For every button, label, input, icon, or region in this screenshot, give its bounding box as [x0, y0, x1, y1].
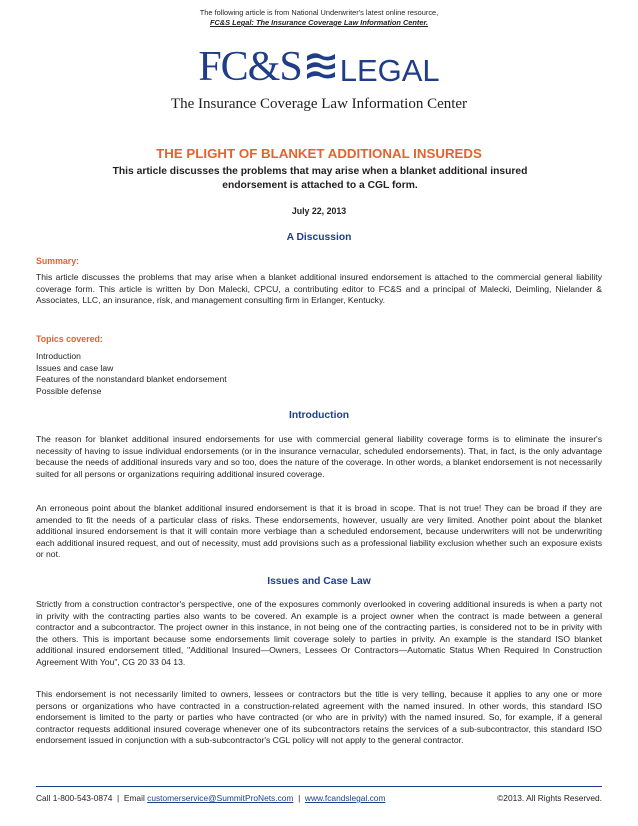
- logo-legal-text: LEGAL: [339, 53, 440, 88]
- intro-paragraph-1: The reason for blanket additional insured endorsements for use with commercial general liability coverage forms is to eliminate the insurer's necessity of having to issue individual endorsements (or in the insurance vernacular, scheduled endorsements). That, in fact, is the only advantage because the needs of additional insureds vary and so too, does the nature of the coverage. In other words, a blanket endorsement is not necessarily suited for all persons or organizations requiring additional insured coverage.: [36, 434, 602, 479]
- article-subtitle: This article discusses the problems that may arise when a blanket additional insured endorsement is attached to a CGL form.: [112, 166, 528, 191]
- issues-heading: Issues and Case Law: [267, 576, 371, 587]
- footer-contact: [36, 793, 385, 803]
- footer-separator: |: [117, 793, 120, 803]
- source-note: [0, 8, 638, 28]
- list-item: Features of the nonstandard blanket endorsement: [36, 374, 227, 385]
- footer-email-link[interactable]: customerservice@SummitProNets.com: [147, 793, 294, 803]
- logo-fcs-text: FC&S: [198, 44, 302, 90]
- intro-paragraph-2: An erroneous point about the blanket additional insured endorsement is that it is broad in scope. That is not true! They can be broad if they are amended to fit the needs of a particular class of risks. These endorsements, however, usually are very limited. Another point about the blanket additional insured endorsement is that it will contain more verbiage than a scheduled endorsement, because underwriters will not be underwriting each additional insured request, and out of necessity, must add provisions such as a professional liability exclusion whether such an exposure exists or not.: [36, 503, 602, 560]
- footer-divider: [36, 786, 602, 787]
- summary-label: Summary:: [36, 256, 80, 266]
- issues-paragraph-1: Strictly from a construction contractor's perspective, one of the exposures commonly overlooked in covering additional insureds is when a party not in privity with the contracting parties also wants to be covered. An example is a project owner when the contract is made between a general contractor and a subcontractor. The project owner in this instance, in not being one of the contracting parties, is considered not to be in privity with the others. This is important because some endorsements limit coverage solely to parties in privity. An example is the standard ISO blanket additional insured endorsement titled, "Additional Insured—Owners, Lessees Or Contractors—Automatic Status When Required In Construction Agreement With You", CG 20 33 04 13.: [36, 599, 602, 667]
- list-item: Issues and case law: [36, 362, 114, 373]
- footer-copyright: ©2013. All Rights Reserved.: [497, 793, 602, 803]
- footer-email-label: Email: [123, 793, 145, 803]
- fcs-flag-icon: [305, 50, 337, 84]
- article-date: July 22, 2013: [291, 206, 347, 216]
- summary-text: This article discusses the problems that may arise when a blanket additional insured endorsement is attached to the commercial general liability coverage form. This article is written by Don Malecki, CPCU, a contributing editor to FC&S and a principal of Malecki, Deimling, Nielander & Associates, LLC, an insurance, risk, and management consulting firm in Erlanger, Kentucky.: [36, 272, 602, 306]
- source-note-line1: The following article is from National Underwriter's latest online resource,: [199, 8, 439, 17]
- article-title: THE PLIGHT OF BLANKET ADDITIONAL INSUREDS: [156, 146, 482, 161]
- source-note-line2: FC&S Legal: The Insurance Coverage Law Information Center.: [209, 18, 429, 27]
- discussion-heading: A Discussion: [286, 232, 352, 243]
- list-item: Possible defense: [36, 385, 102, 396]
- footer-phone: Call 1-800-543-0874: [36, 793, 113, 803]
- issues-paragraph-2: This endorsement is not necessarily limited to owners, lessees or contractors but the title is very telling, because it applies to any one or more persons or organizations who have contracted in a construction-related agreement with the named insured. In other words, this standard ISO endorsement is limited to the party or parties who have contracted (or who are in privity) with the named insured. So, for example, if a general contractor requests additional insured coverage whenever one of its subcontractors retains the services of a sub-subcontractor, this standard ISO endorsement issued in conjunction with a sub-subcontractor's CGL policy will not apply to the general contractor.: [36, 689, 602, 746]
- list-item: Introduction: [36, 351, 81, 361]
- fcs-legal-logo: [0, 46, 638, 90]
- logo-subtitle: The Insurance Coverage Law Information Center: [170, 96, 468, 112]
- topics-label: Topics covered:: [36, 334, 103, 344]
- footer-separator: |: [298, 793, 301, 803]
- introduction-heading: Introduction: [288, 410, 350, 421]
- topics-list: [36, 351, 227, 397]
- footer: [36, 793, 602, 803]
- footer-website-link[interactable]: www.fcandslegal.com: [304, 793, 386, 803]
